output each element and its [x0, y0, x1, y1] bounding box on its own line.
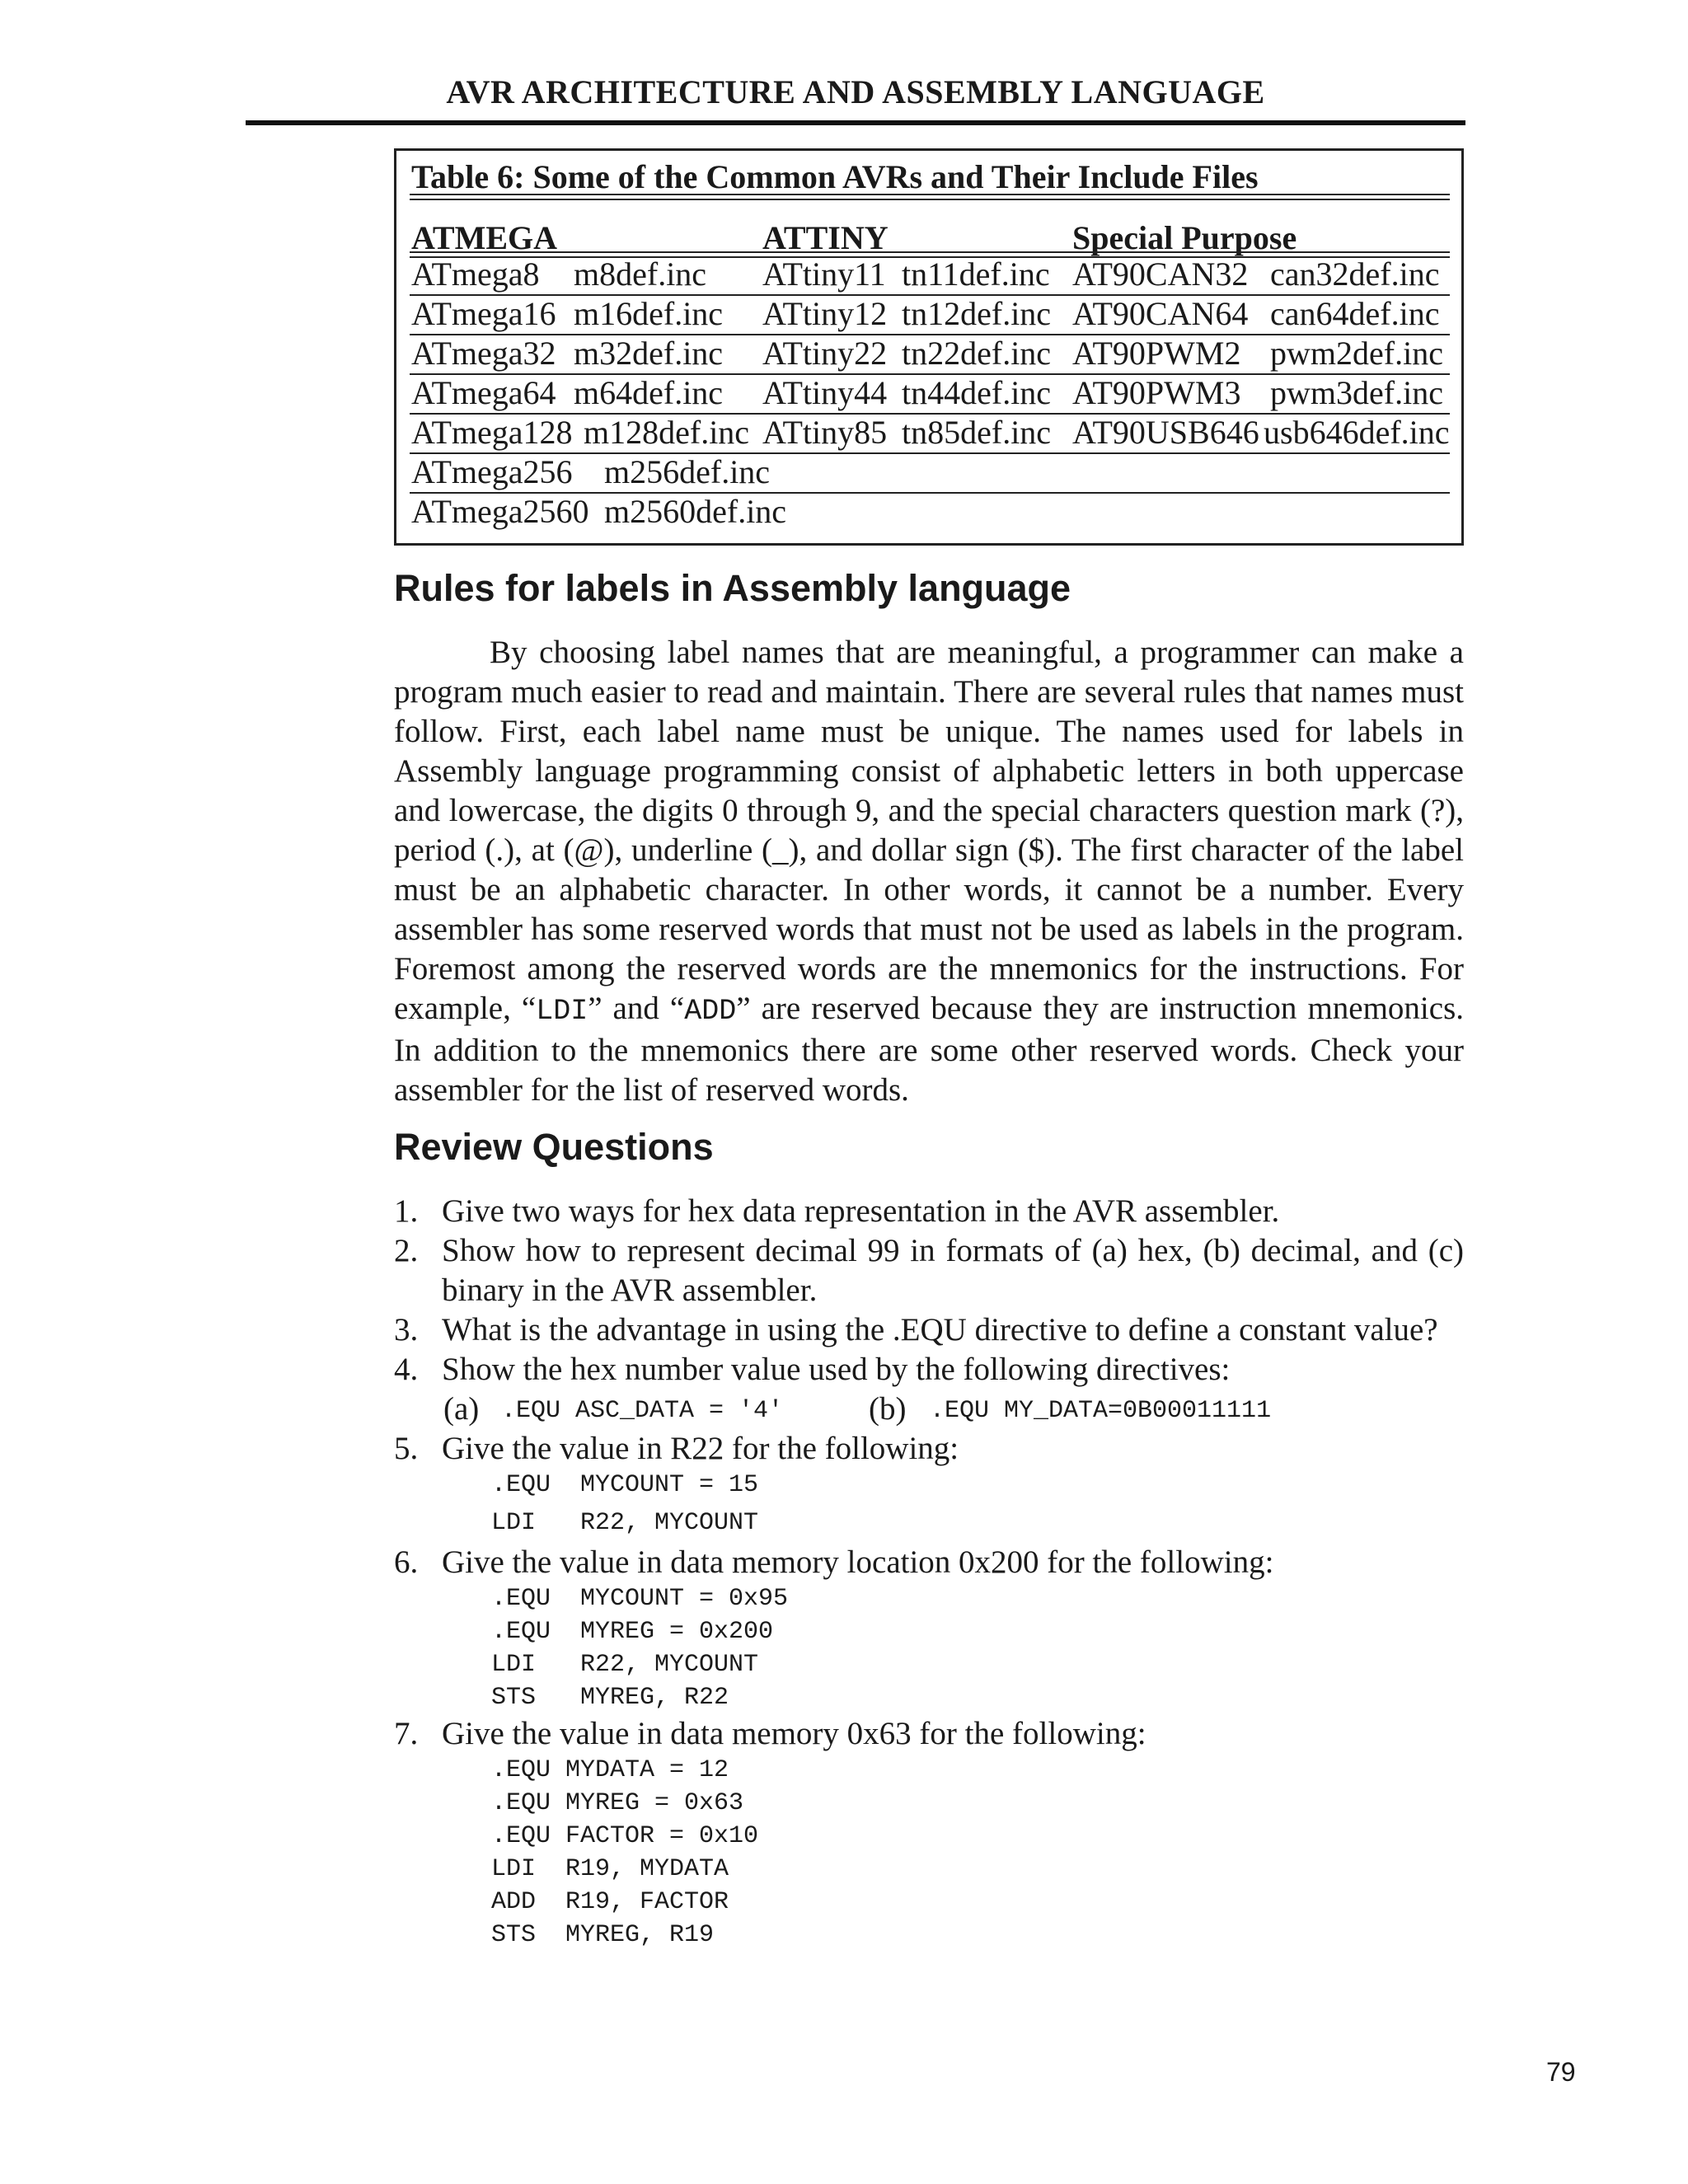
- option-code: .EQU MY_DATA=0B00011111: [930, 1397, 1272, 1425]
- table-cell: tn12def.inc: [902, 295, 1052, 332]
- table-cell: can64def.inc: [1270, 295, 1440, 332]
- table-cell: AT90CAN64: [1072, 295, 1249, 332]
- table-cell: tn22def.inc: [902, 335, 1052, 372]
- table-cell: ATmega64: [411, 374, 556, 411]
- code-line: ADD R19, FACTOR: [491, 1888, 729, 1916]
- group-head-atmega: ATMEGA: [411, 219, 558, 256]
- code-ldi: LDI: [536, 995, 588, 1028]
- table-cell: can32def.inc: [1270, 255, 1440, 293]
- include-files-table: [394, 148, 1464, 546]
- table-cell: ATmega16: [411, 295, 556, 332]
- table-cell: m2560def.inc: [604, 493, 787, 530]
- table-cell: ATmega8: [411, 255, 540, 293]
- question-number: 3.: [394, 1312, 419, 1347]
- table-cell: tn44def.inc: [902, 374, 1052, 411]
- question-number: 6.: [394, 1544, 419, 1580]
- question-number: 1.: [394, 1193, 419, 1229]
- table-cell: AT90PWM3: [1072, 374, 1241, 411]
- table-title-rule: [410, 194, 1450, 200]
- group-head-special: Special Purpose: [1072, 219, 1297, 256]
- question-text: Show the hex number value used by the following directives:: [442, 1352, 1231, 1387]
- code-line: .EQU FACTOR = 0x10: [491, 1822, 759, 1850]
- table-cell: ATmega32: [411, 335, 556, 372]
- code-line: .EQU MYCOUNT = 0x95: [491, 1585, 789, 1613]
- labels-paragraph: [394, 633, 1464, 1110]
- labels-heading: Rules for labels in Assembly language: [394, 567, 1071, 609]
- question-number: 5.: [394, 1431, 419, 1466]
- question-number: 7.: [394, 1716, 419, 1751]
- table-cell: tn85def.inc: [902, 414, 1052, 451]
- code-line: LDI R22, MYCOUNT: [491, 1651, 759, 1679]
- table-cell: m16def.inc: [574, 295, 724, 332]
- code-line: STS MYREG, R19: [491, 1921, 715, 1949]
- table-cell: ATtiny44: [762, 374, 888, 411]
- option-code: .EQU ASC_DATA = '4': [501, 1397, 784, 1425]
- para-text: ” are reserved because they are instruction mnemonics. In addition to the mnemonics there are some other reserved words. Check your assembler for the list of reserved words.: [394, 991, 1464, 1108]
- table-cell: m256def.inc: [604, 453, 771, 490]
- table-cell: AT90USB646: [1072, 414, 1259, 451]
- para-text: By choosing label names that are meaningful, a programmer can make a program much easier to read and maintain. There are several rules that names must follow. First, each label name must be unique. The names used for labels in Assembly language programming consist of alphabetic letters in both uppercase and lowercase, the digits 0 through 9, and the special characters question mark (?), period (.), at (@), underline (_), and dollar sign ($). The first character of the label must be an alphabetic character. In other words, it cannot be a number. Every assembler has some reserved words that must not be used as labels in the program. Foremost among the reserved words are the mnemonics for the instructions. For example, “: [394, 635, 1464, 1026]
- page-number: 79: [1546, 2057, 1576, 2087]
- question-text: Give the value in R22 for the following:: [442, 1431, 959, 1466]
- table-cell: ATmega128: [411, 414, 573, 451]
- table-cell: m128def.inc: [584, 414, 750, 451]
- table-cell: AT90PWM2: [1072, 335, 1241, 372]
- table-cell: ATtiny22: [762, 335, 888, 372]
- table-cell: pwm2def.inc: [1270, 335, 1443, 372]
- table-cell: ATtiny12: [762, 295, 888, 332]
- table-cell: ATtiny85: [762, 414, 888, 451]
- code-line: .EQU MYREG = 0x63: [491, 1789, 744, 1817]
- para-text: ” and “: [588, 991, 685, 1026]
- table-title: Table 6: Some of the Common AVRs and Their Include Files: [411, 158, 1259, 195]
- code-line: .EQU MYCOUNT = 15: [491, 1471, 759, 1499]
- question-text: Give two ways for hex data representation in the AVR assembler.: [442, 1193, 1280, 1229]
- code-line: LDI R19, MYDATA: [491, 1855, 729, 1883]
- option-label: (a): [443, 1391, 480, 1427]
- table-cell: AT90CAN32: [1072, 255, 1249, 293]
- option-label: (b): [869, 1391, 907, 1427]
- table-cell: ATtiny11: [762, 255, 886, 293]
- table-cell: ATmega2560: [411, 493, 589, 530]
- code-line: LDI R22, MYCOUNT: [491, 1509, 759, 1537]
- code-line: STS MYREG, R22: [491, 1684, 729, 1712]
- question-number: 2.: [394, 1233, 419, 1268]
- code-line: .EQU MYDATA = 12: [491, 1756, 729, 1784]
- question-text: Give the value in data memory 0x63 for the following:: [442, 1716, 1146, 1751]
- review-heading: Review Questions: [394, 1126, 714, 1168]
- page-header: AVR ARCHITECTURE AND ASSEMBLY LANGUAGE: [446, 73, 1265, 110]
- question-text: Show how to represent decimal 99 in formats of (a) hex, (b) decimal, and (c) binary in the AVR assembler.: [442, 1233, 1464, 1308]
- table-cell: m8def.inc: [574, 255, 707, 293]
- header-rule: [246, 120, 1465, 125]
- table-cell: tn11def.inc: [902, 255, 1050, 293]
- table-cell: m32def.inc: [574, 335, 724, 372]
- question-number: 4.: [394, 1352, 419, 1387]
- group-head-attiny: ATTINY: [762, 219, 889, 256]
- code-add: ADD: [684, 995, 737, 1028]
- table-cell: ATmega256: [411, 453, 573, 490]
- question-text: Give the value in data memory location 0x200 for the following:: [442, 1544, 1274, 1580]
- table-cell: m64def.inc: [574, 374, 724, 411]
- table-cell: pwm3def.inc: [1270, 374, 1443, 411]
- table-cell: usb646def.inc: [1264, 414, 1450, 451]
- question-text: What is the advantage in using the .EQU directive to define a constant value?: [442, 1312, 1438, 1347]
- code-line: .EQU MYREG = 0x200: [491, 1618, 774, 1646]
